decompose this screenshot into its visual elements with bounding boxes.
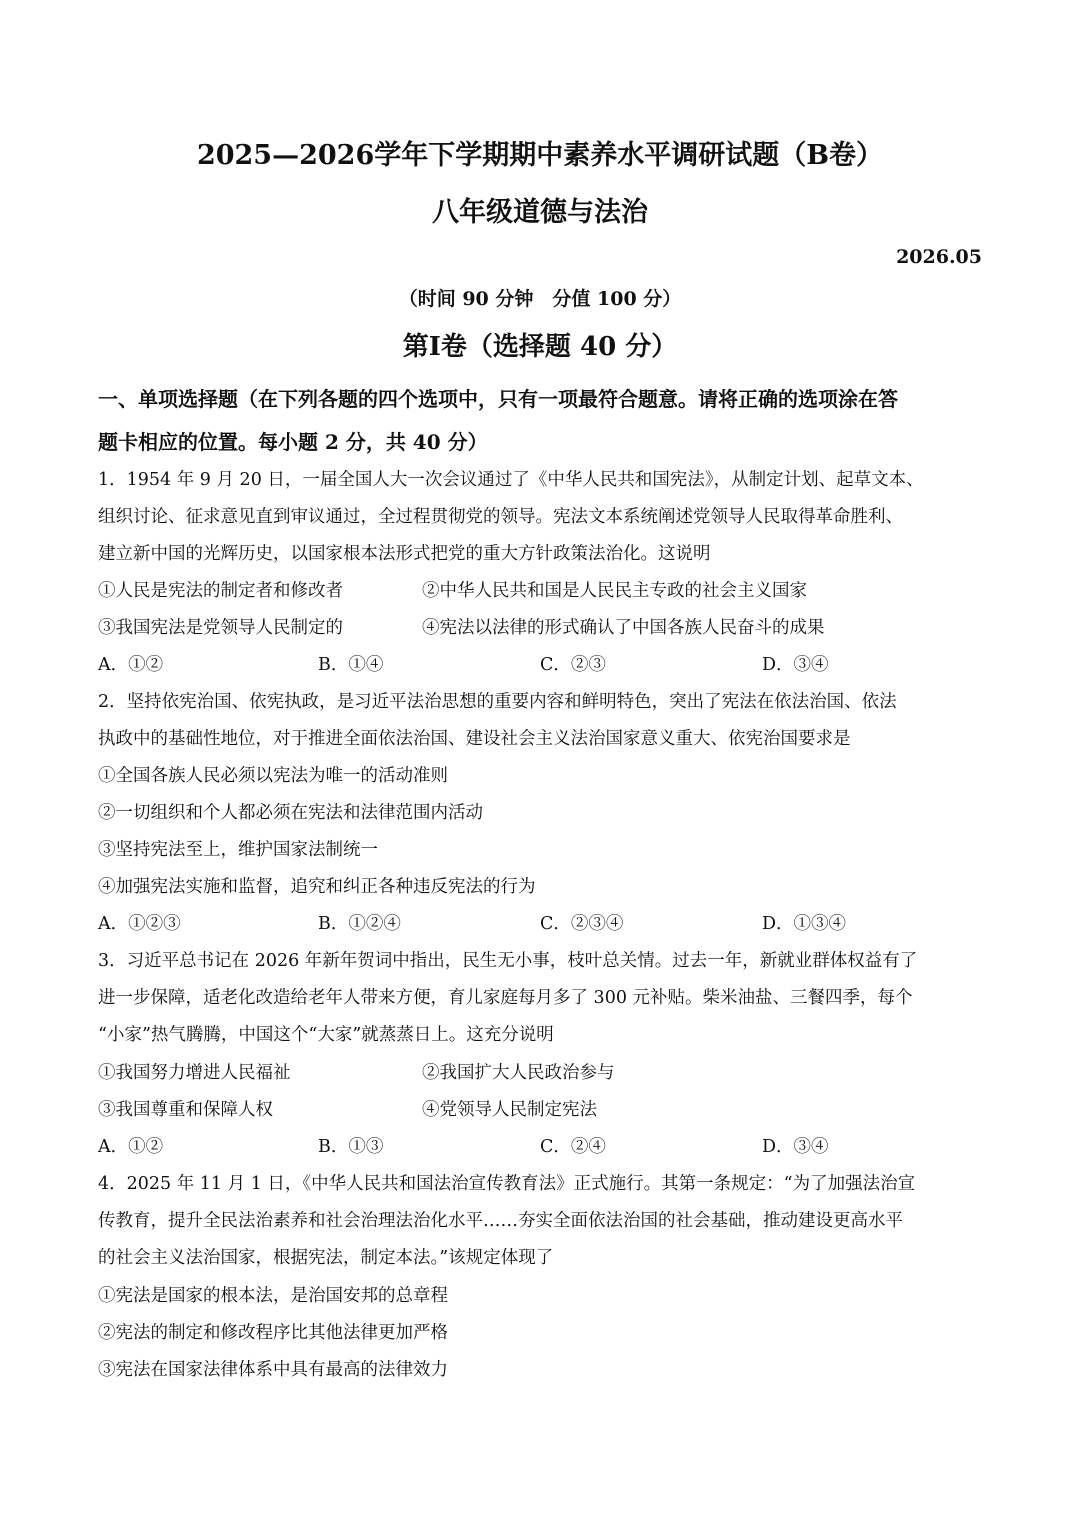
question-stem-line: 建立新中国的光辉历史，以国家根本法形式把党的重大方针政策法治化。这说明	[98, 544, 711, 564]
choice-d: D．③④	[762, 655, 829, 675]
statement-1: ①我国努力增进人民福祉	[98, 1063, 291, 1083]
exam-title: 2025—2026学年下学期期中素养水平调研试题（B卷）	[196, 140, 884, 171]
statement-2: ②一切组织和个人都必须在宪法和法律范围内活动	[98, 803, 483, 823]
statement-2: ②中华人民共和国是人民民主专政的社会主义国家	[422, 581, 807, 601]
question-stem-line: 2．坚持依宪治国、依宪执政，是习近平法治思想的重要内容和鲜明特色，突出了宪法在依法治国、依法	[98, 692, 897, 712]
choice-d: D．①③④	[762, 914, 847, 934]
choice-a: A．①②	[98, 1137, 164, 1157]
choice-b: B．①④	[318, 655, 384, 675]
time-score-note: （时间 90 分钟 分值 100 分）	[398, 288, 682, 310]
question-stem-line: 3．习近平总书记在 2026 年新年贺词中指出，民生无小事，枝叶总关情。过去一年，新就业群体权益有了	[98, 951, 918, 971]
choice-c: C．②④	[540, 1137, 606, 1157]
choice-b: B．①③	[318, 1137, 384, 1157]
statement-2: ②宪法的制定和修改程序比其他法律更加严格	[98, 1323, 448, 1343]
statement-3: ③坚持宪法至上，维护国家法制统一	[98, 840, 378, 860]
statement-3: ③我国宪法是党领导人民制定的	[98, 618, 343, 638]
choice-c: C．②③	[540, 655, 606, 675]
statement-2: ②我国扩大人民政治参与	[422, 1063, 615, 1083]
statement-1: ①全国各族人民必须以宪法为唯一的活动准则	[98, 766, 448, 786]
question-stem-line: 执政中的基础性地位，对于推进全面依法治国、建设社会主义法治国家意义重大、依宪治国要求是	[98, 729, 851, 749]
statement-3: ③宪法在国家法律体系中具有最高的法律效力	[98, 1360, 448, 1380]
question-stem-line: “小家”热气腾腾，中国这个“大家”就蒸蒸日上。这充分说明	[98, 1025, 554, 1045]
question-stem-line: 组织讨论、征求意见直到审议通过，全过程贯彻党的领导。宪法文本系统阐述党领导人民取得革命胜利、	[98, 507, 903, 527]
choice-d: D．③④	[762, 1137, 829, 1157]
subject-title: 八年级道德与法治	[432, 197, 648, 228]
part-title: 第Ⅰ卷（选择题 40 分）	[402, 332, 678, 362]
section-heading-line1: 一、单项选择题（在下列各题的四个选项中，只有一项最符合题意。请将正确的选项涂在答	[98, 387, 898, 411]
question-stem-line: 传教育，提升全民法治素养和社会治理法治化水平……夯实全面依法治国的社会基础，推动建设更高水平	[98, 1211, 903, 1231]
choice-c: C．②③④	[540, 914, 624, 934]
choice-a: A．①②	[98, 655, 164, 675]
statement-1: ①宪法是国家的根本法，是治国安邦的总章程	[98, 1286, 448, 1306]
question-stem-line: 4．2025 年 11 月 1 日，《中华人民共和国法治宣传教育法》正式施行。其第一条规定：“为了加强法治宣	[98, 1174, 916, 1194]
section-heading-line2: 题卡相应的位置。每小题 2 分，共 40 分）	[98, 430, 488, 454]
exam-date: 2026.05	[896, 246, 982, 268]
choice-b: B．①②④	[318, 914, 401, 934]
statement-3: ③我国尊重和保障人权	[98, 1100, 273, 1120]
statement-1: ①人民是宪法的制定者和修改者	[98, 581, 343, 601]
question-stem-line: 进一步保障，适老化改造给老年人带来方便，育儿家庭每月多了 300 元补贴。柴米油盐、三餐四季，每个	[98, 988, 913, 1008]
statement-4: ④宪法以法律的形式确认了中国各族人民奋斗的成果	[422, 618, 825, 638]
question-stem-line: 1．1954 年 9 月 20 日，一届全国人大一次会议通过了《中华人民共和国宪法》，从制定计划、起草文本、	[98, 470, 924, 490]
question-stem-line: 的社会主义法治国家，根据宪法，制定本法。”该规定体现了	[98, 1248, 554, 1268]
choice-a: A．①②③	[98, 914, 181, 934]
statement-4: ④党领导人民制定宪法	[422, 1100, 597, 1120]
statement-4: ④加强宪法实施和监督，追究和纠正各种违反宪法的行为	[98, 877, 536, 897]
